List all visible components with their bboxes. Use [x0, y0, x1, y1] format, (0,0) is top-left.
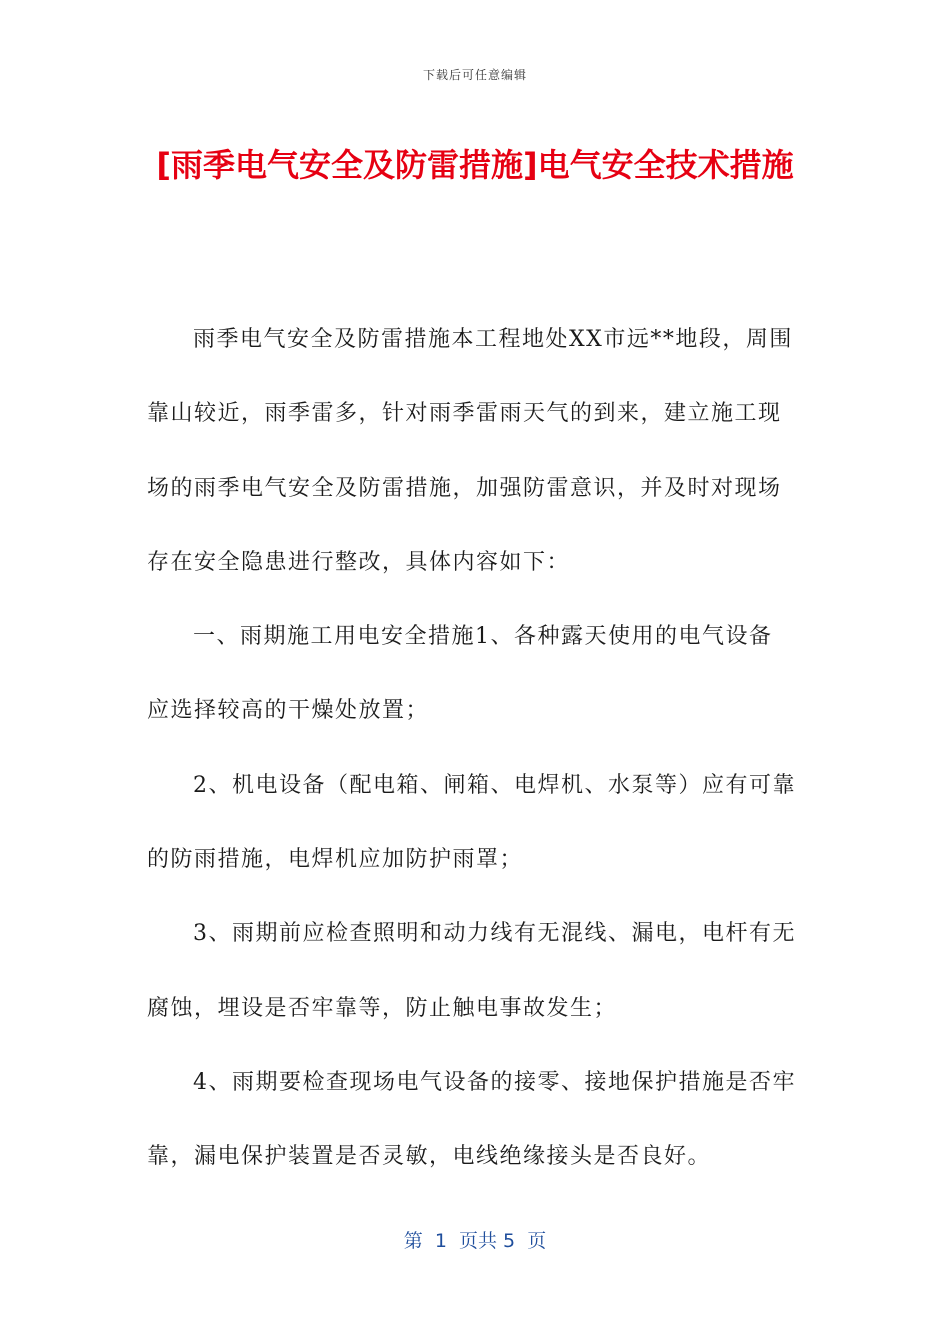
document-body	[147, 320, 802, 1212]
paragraph-3-line-1: 2、机电设备（配电箱、闸箱、电焊机、水泵等）应有可靠	[193, 772, 796, 798]
paragraph-1-line-3: 场的雨季电气安全及防雷措施，加强防雷意识，并及时对现场	[147, 475, 782, 501]
paragraph-1-line-4: 存在安全隐患进行整改，具体内容如下：	[147, 549, 571, 575]
paragraph-1-line-2: 靠山较近，雨季雷多，针对雨季雷雨天气的到来，建立施工现	[147, 401, 782, 427]
header-note: 下载后可任意编辑	[422, 68, 527, 82]
paragraph-4-line-2: 腐蚀，埋设是否牢靠等，防止触电事故发生；	[147, 995, 618, 1021]
paragraph-4-line-1: 3、雨期前应检查照明和动力线有无混线、漏电，电杆有无	[193, 921, 796, 947]
page-number-footer: 第 1 页共 5 页	[403, 1230, 547, 1252]
paragraph-5-line-1: 4、雨期要检查现场电气设备的接零、接地保护措施是否牢	[193, 1069, 796, 1095]
paragraph-2-line-1: 一、雨期施工用电安全措施1、各种露天使用的电气设备	[193, 624, 773, 650]
paragraph-1-line-1: 雨季电气安全及防雷措施本工程地处XX市远**地段，周围	[193, 327, 793, 352]
paragraph-3-line-2: 的防雨措施，电焊机应加防护雨罩；	[147, 847, 524, 873]
document-title: [雨季电气安全及防雷措施]电气安全技术措施	[156, 146, 794, 184]
paragraph-2-line-2: 应选择较高的干燥处放置；	[147, 698, 430, 724]
paragraph-5-line-2: 靠，漏电保护装置是否灵敏，电线绝缘接头是否良好。	[147, 1144, 712, 1170]
